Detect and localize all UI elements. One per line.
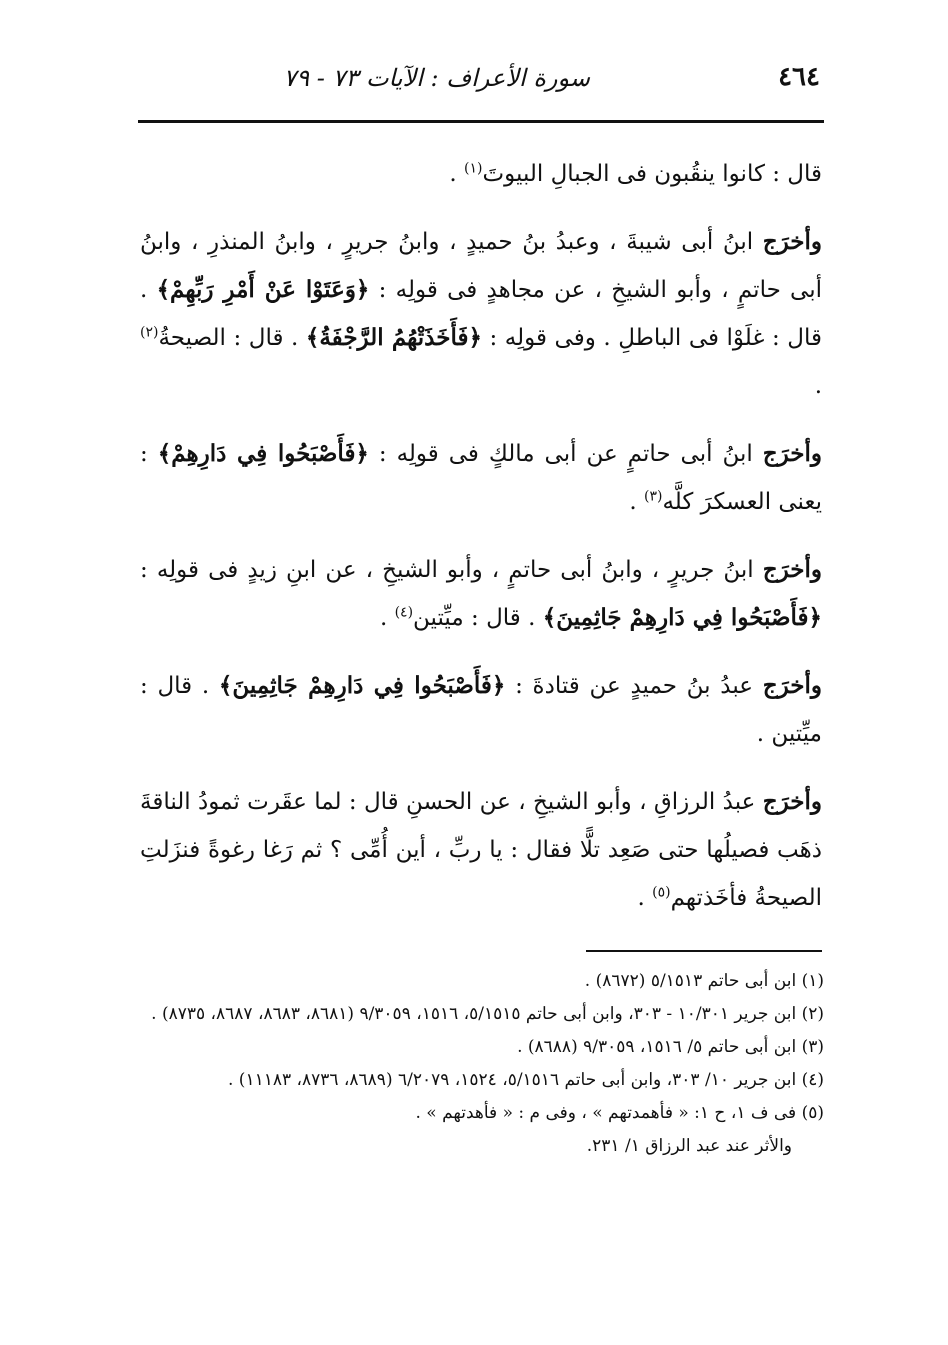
paragraph-tail: . — [637, 885, 653, 911]
paragraph-1 — [140, 150, 822, 198]
footnote-2: (٢) ابن جرير ١٠/٣٠١ - ٣٠٣، وابن أبى حاتم ٥/١٥١٥، ١٥١٦، ٩/٣٠٥٩ (٨٦٨١، ٨٦٨٣، ٨٦٨٧، ٨٧٣٥) . — [151, 1004, 824, 1024]
footnote-1: (١) ابن أبى حاتم ٥/١٥١٣ (٨٦٧٢) . — [584, 971, 824, 991]
paragraph-lead: وأخرَج — [762, 672, 823, 699]
paragraph-lead: وأخرَج — [762, 556, 822, 583]
paragraph-text: : يعنى العسكرَ كلَّه — [140, 441, 822, 515]
paragraph-text: قال : كانوا ينقُبون فى الجبالِ البيوتَ — [482, 161, 822, 187]
paragraph-lead: وأخرَج — [762, 440, 823, 467]
page-number: ٤٦٤ — [778, 62, 820, 92]
paragraph-tail: . — [379, 605, 395, 631]
footnote-5: (٥) فى ف ١، ح ١: « فأهمدتهم » ، وفى م : « فأهدتهم » . — [415, 1103, 824, 1123]
paragraph-tail: . — [629, 489, 644, 515]
footnote-5-continuation: والأثر عند عبد الرزاق ١/ ٢٣١. — [586, 1136, 792, 1156]
paragraph-text: . قال : غلَوْا فى الباطلِ . وفى قولِه : — [140, 277, 822, 351]
paragraph-text: ابنُ أبى شيبةَ ، وعبدُ بنُ حميدٍ ، وابنُ جريرٍ ، وابنُ المنذرِ ، وابنُ أبى حاتمٍ ، وأبو الشيخِ ، عن مجاهدٍ فى قولِه : — [140, 229, 823, 303]
paragraph-tail: . — [814, 373, 822, 399]
footnote-ref: (١) — [464, 160, 483, 177]
page-header — [150, 62, 820, 102]
footnote-3: (٣) ابن أبى حاتم ٥/ ١٥١٦، ٩/٣٠٥٩ (٨٦٨٨) . — [517, 1037, 824, 1057]
paragraph-text: . قال : ميِّتين — [413, 605, 543, 631]
footnote-ref: (٢) — [140, 324, 159, 341]
quran-quote: ﴿فَأَخَذَتْهُمُ الرَّجْفَةُ﴾ — [305, 324, 482, 351]
paragraph-text: ابنُ أبى حاتمٍ عن أبى مالكٍ فى قولِه : — [368, 441, 763, 467]
header-rule — [138, 120, 824, 123]
paragraph-lead: وأخرَج — [762, 228, 822, 255]
paragraph-text: عبدُ بنُ حميدٍ عن قتادةَ : — [505, 673, 763, 699]
footnotes — [140, 965, 824, 1163]
paragraph-3 — [140, 430, 822, 526]
footnote-rule — [586, 950, 822, 952]
running-title: سورة الأعراف : الآيات ٧٣ - ٧٩ — [283, 64, 590, 92]
paragraph-text: ابنُ جريرٍ ، وابنُ أبى حاتمٍ ، وأبو الشيخِ ، عن ابنِ زيدٍ فى قولِه : — [140, 557, 763, 583]
paragraph-tail: . — [449, 161, 464, 187]
paragraph-lead: وأخرَج — [762, 788, 822, 815]
paragraph-4 — [140, 546, 822, 642]
paragraph-text: . قال : ميِّتين . — [140, 673, 822, 747]
footnote-4: (٤) ابن جرير ١٠/ ٣٠٣، وابن أبى حاتم ٥/١٥١٦، ١٥٢٤، ٦/٢٠٧٩ (٨٦٨٩، ٨٧٣٦، ١١١٨٣) . — [227, 1070, 824, 1090]
paragraph-5 — [140, 662, 822, 758]
quran-quote: ﴿فَأَصْبَحُوا فِي دَارِهِمْ جَاثِمِينَ﴾ — [542, 604, 822, 631]
footnote-ref: (٥) — [652, 884, 671, 901]
paragraph-text: . قال : الصيحةُ — [158, 325, 306, 351]
quran-quote: ﴿وَعَتَوْا عَنْ أَمْرِ رَبِّهِمْ﴾ — [156, 276, 370, 303]
paragraph-text: عبدُ الرزاقِ ، وأبو الشيخِ ، عن الحسنِ قال : لما عقَرت ثمودُ الناقةَ ذهَب فصيلُها حتى صَعِد تلًّا فقال : يا ربِّ ، أين أُمِّى ؟ ثم رَغا رغوةً فنزَلتِ الصيحةُ فأخَذتهم — [140, 789, 822, 911]
quran-quote: ﴿فَأَصْبَحُوا فِي دَارِهِمْ﴾ — [157, 440, 369, 467]
footnote-ref: (٤) — [394, 604, 414, 621]
main-text — [140, 150, 822, 942]
footnote-ref: (٣) — [644, 488, 663, 505]
paragraph-2 — [140, 218, 822, 410]
quran-quote: ﴿فَأَصْبَحُوا فِي دَارِهِمْ جَاثِمِينَ﴾ — [218, 672, 506, 699]
paragraph-6 — [140, 778, 822, 922]
